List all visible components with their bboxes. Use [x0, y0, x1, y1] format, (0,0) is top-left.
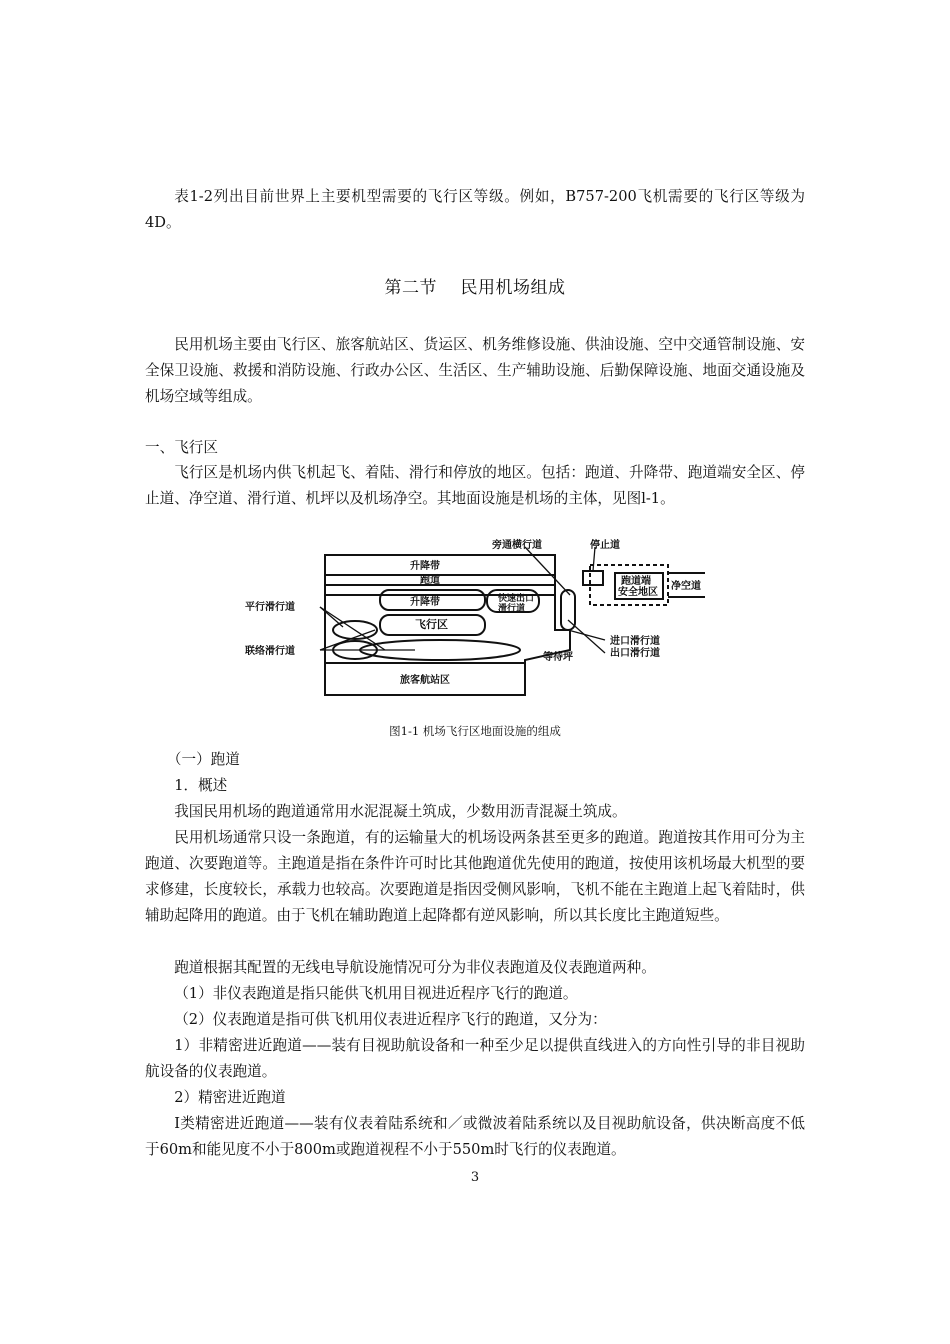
- label-connecting-taxiway: 联络滑行道: [245, 646, 295, 657]
- overview-heading: 1．概述: [174, 777, 228, 794]
- leader-exit: [568, 620, 605, 653]
- label-holding-apron: 等待坪: [543, 652, 573, 663]
- paragraph-2: 民用机场通常只设一条跑道，有的运输量大的机场设两条甚至更多的跑道。跑道按其作用可分为主跑道、次要跑道等。主跑道是指在条件许可时比其他跑道优先使用的跑道，按使用该机场最大机型的要求修建，长度较长，承载力也较高。次要跑道是指因受侧风影响，飞机不能在主跑道上起飞着陆时，供辅助起降用的跑道。由于飞机在辅助跑道上起降都有逆风影响，所以其长度比主跑道短些。: [145, 829, 805, 924]
- leader-connect-1: [320, 630, 375, 650]
- label-resa-1: 跑道端: [621, 576, 651, 587]
- intro-paragraph: 表1-2列出目前世界上主要机型需要的飞行区等级。例如，B757-200飞机需要的飞行区等级为4D。: [145, 188, 805, 231]
- paragraph-5: （2）仪表跑道是指可供飞机用仪表进近程序飞行的跑道，又分为：: [174, 1011, 607, 1028]
- label-rapid-exit: 快速出口: [498, 594, 535, 604]
- label-entry-taxiway: 进口滑行道: [610, 636, 660, 647]
- label-resa-2: 安全地区: [618, 587, 658, 598]
- paragraph-4: （1）非仪表跑道是指只能供飞机用目视进近程序飞行的跑道。: [174, 985, 578, 1002]
- airfield-diagram: [225, 535, 725, 710]
- figure-caption: 图1-1 机场飞行区地面设施的组成: [389, 724, 561, 738]
- paragraph-6: 1）非精密进近跑道——装有目视助航设备和一种至少足以提供直线进入的方向性引导的非目视助航设备的仪表跑道。: [145, 1037, 805, 1080]
- page-number: 3: [470, 1170, 480, 1185]
- label-airfield: 飞行区: [415, 618, 448, 631]
- runway-heading: （一）跑道: [166, 751, 240, 768]
- paragraph-8: I类精密进近跑道——装有仪表着陆系统和／或微波着陆系统以及目视助航设备，供决断高度不低于60m和能见度不小于800m或跑道视程不小于550m时飞行的仪表跑道。: [145, 1115, 805, 1158]
- label-bypass-taxiway: 旁通横行道: [492, 540, 542, 551]
- leader-parallel-2: [320, 607, 385, 650]
- paragraph-7: 2）精密进近跑道: [174, 1089, 286, 1106]
- label-terminal-area: 旅客航站区: [400, 675, 450, 686]
- section-intro-paragraph: 民用机场主要由飞行区、旅客航站区、货运区、机务维修设施、供油设施、空中交通管制设施、安全保卫设施、救援和消防设施、行政办公区、生活区、生产辅助设施、后勤保障设施、地面交通设施及机场空域等组成。: [145, 336, 805, 405]
- label-clearway: 净空道: [671, 581, 701, 592]
- paragraph-3: 跑道根据其配置的无线电导航设施情况可分为非仪表跑道及仪表跑道两种。: [174, 959, 656, 976]
- section-title: 第二节 民用机场组成: [384, 278, 566, 298]
- subsection-heading: 一、飞行区: [145, 439, 218, 456]
- label-strip-top: 升降带: [410, 561, 440, 572]
- leader-entry: [568, 630, 605, 640]
- label-runway: 跑道: [420, 575, 440, 586]
- label-stopway: 停止道: [590, 540, 620, 551]
- label-parallel-taxiway: 平行滑行道: [245, 602, 295, 613]
- label-rapid-exit-2: 滑行道: [498, 604, 526, 614]
- paragraph-1: 我国民用机场的跑道通常用水泥混凝土筑成，少数用沥青混凝土筑成。: [174, 803, 627, 820]
- label-exit-taxiway: 出口滑行道: [610, 648, 660, 659]
- label-strip-bottom: 升降带: [410, 597, 440, 608]
- stopway-rect: [583, 571, 603, 585]
- airfield-diagram-svg: [225, 535, 725, 710]
- subsection-paragraph: 飞行区是机场内供飞机起飞、着陆、滑行和停放的地区。包括：跑道、升降带、跑道端安全区、停止道、净空道、滑行道、机坪以及机场净空。其地面设施是机场的主体，见图l-1。: [145, 464, 805, 507]
